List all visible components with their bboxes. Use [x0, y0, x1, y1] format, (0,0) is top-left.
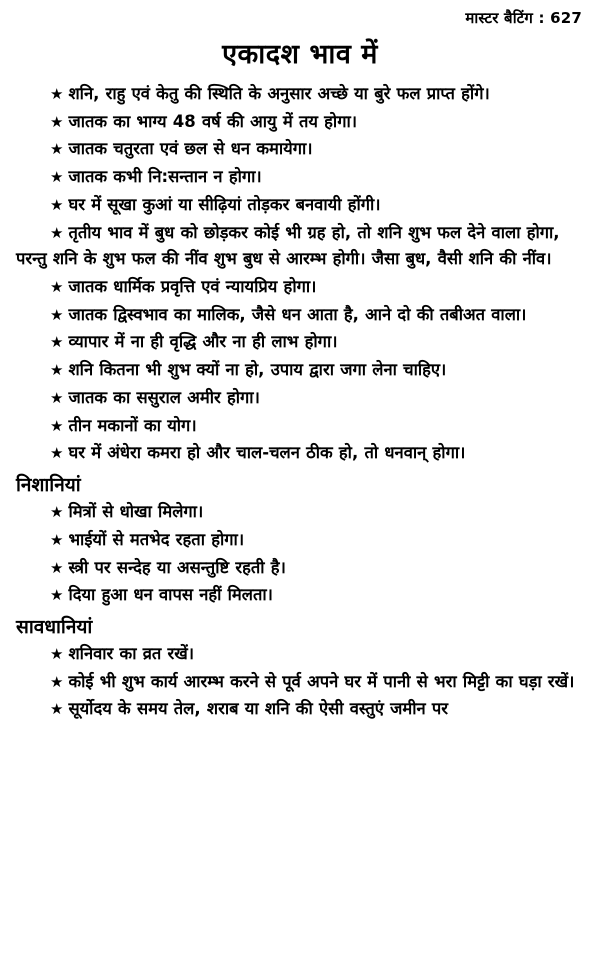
star-bullet-icon: ★	[50, 558, 64, 577]
star-bullet-icon: ★	[50, 168, 64, 187]
bullet-text: कोई भी शुभ कार्य आरम्भ करने से पूर्व अपने घर में पानी से भरा मिट्टी का घड़ा रखें।	[68, 671, 575, 691]
star-bullet-icon: ★	[50, 672, 64, 691]
bullet-text: सूर्योदय के समय तेल, शराब या शनि की ऐसी वस्तुएं जमीन पर	[68, 699, 449, 719]
bullet-text: जातक कभी नि:सन्तान न होगा।	[68, 167, 262, 187]
bullet-text: जातक का भाग्य 48 वर्ष की आयु में तय होगा।	[68, 111, 358, 131]
star-bullet-icon: ★	[50, 388, 64, 407]
bullet-item	[16, 329, 584, 356]
bullet-item	[16, 499, 584, 526]
star-bullet-icon: ★	[50, 278, 64, 297]
star-bullet-icon: ★	[50, 305, 64, 324]
bullet-text: जातक द्विस्वभाव का मालिक, जैसे धन आता है, आने दो की तबीअत वाला।	[68, 304, 527, 324]
page-body	[0, 81, 600, 723]
bullet-text: जातक धार्मिक प्रवृत्ति एवं न्यायप्रिय होगा।	[68, 277, 317, 297]
bullet-text: जातक चतुरता एवं छल से धन कमायेगा।	[68, 139, 313, 159]
bullet-item	[16, 413, 584, 440]
star-bullet-icon: ★	[50, 85, 64, 103]
bullet-item	[16, 220, 584, 273]
bullet-item	[16, 81, 584, 108]
bullet-item	[16, 109, 584, 136]
star-bullet-icon: ★	[50, 195, 64, 214]
star-bullet-icon: ★	[50, 530, 64, 549]
bullet-item	[16, 192, 584, 219]
bullet-item	[16, 696, 584, 723]
bullet-item	[16, 357, 584, 384]
bullet-text: शनि, राहु एवं केतु की स्थिति के अनुसार अच्छे या बुरे फल प्राप्त होंगे।	[68, 84, 490, 103]
bullet-item	[16, 527, 584, 554]
bullet-text: व्यापार में ना ही वृद्धि और ना ही लाभ होगा।	[68, 332, 338, 352]
bullet-text: तृतीय भाव में बुध को छोड़कर कोई भी ग्रह हो, तो शनि शुभ फल देने वाला होगा, परन्तु शनि के शुभ फल की नींव शुभ बुध से आरम्भ होगी। जैसा बुध, वैसी शनि की नींव।	[16, 222, 560, 269]
bullet-item	[16, 582, 584, 609]
bullet-text: घर में सूखा कुआं या सीढ़ियां तोड़कर बनवायी होंगी।	[68, 194, 381, 214]
section-heading: निशानियां	[16, 474, 81, 497]
bullet-item	[16, 440, 584, 467]
star-bullet-icon: ★	[50, 503, 64, 522]
bullet-text: मित्रों से धोखा मिलेगा।	[68, 502, 204, 522]
bullet-item	[16, 274, 584, 301]
bullet-item	[16, 302, 584, 329]
section-heading: सावधानियां	[16, 615, 93, 638]
star-bullet-icon: ★	[50, 700, 64, 719]
star-bullet-icon: ★	[50, 223, 64, 242]
star-bullet-icon: ★	[50, 333, 64, 352]
star-bullet-icon: ★	[50, 140, 64, 159]
bullet-item	[16, 555, 584, 582]
bullet-item	[16, 385, 584, 412]
bullet-item	[16, 641, 584, 668]
star-bullet-icon: ★	[50, 586, 64, 605]
star-bullet-icon: ★	[50, 416, 64, 435]
bullet-item	[16, 669, 584, 696]
bullet-item	[16, 136, 584, 163]
star-bullet-icon: ★	[50, 444, 64, 463]
running-head: मास्टर बैटिंग : 627	[465, 9, 582, 27]
star-bullet-icon: ★	[50, 644, 64, 663]
star-bullet-icon: ★	[50, 361, 64, 380]
bullet-text: स्त्री पर सन्देह या असन्तुष्टि रहती है।	[68, 557, 286, 577]
star-bullet-icon: ★	[50, 112, 64, 131]
bullet-text: जातक का ससुराल अमीर होगा।	[68, 387, 260, 407]
bullet-item	[16, 164, 584, 191]
bullet-text: भाईयों से मतभेद रहता होगा।	[68, 529, 245, 549]
bullet-text: शनिवार का व्रत रखें।	[68, 643, 195, 663]
page-title: एकादश भाव में	[222, 39, 378, 70]
bullet-text: दिया हुआ धन वापस नहीं मिलता।	[68, 585, 273, 605]
bullet-text: घर में अंधेरा कमरा हो और चाल-चलन ठीक हो, तो धनवान् होगा।	[68, 443, 466, 463]
bullet-text: शनि कितना भी शुभ क्यों ना हो, उपाय द्वारा जगा लेना चाहिए।	[68, 360, 447, 380]
bullet-text: तीन मकानों का योग।	[68, 415, 197, 435]
